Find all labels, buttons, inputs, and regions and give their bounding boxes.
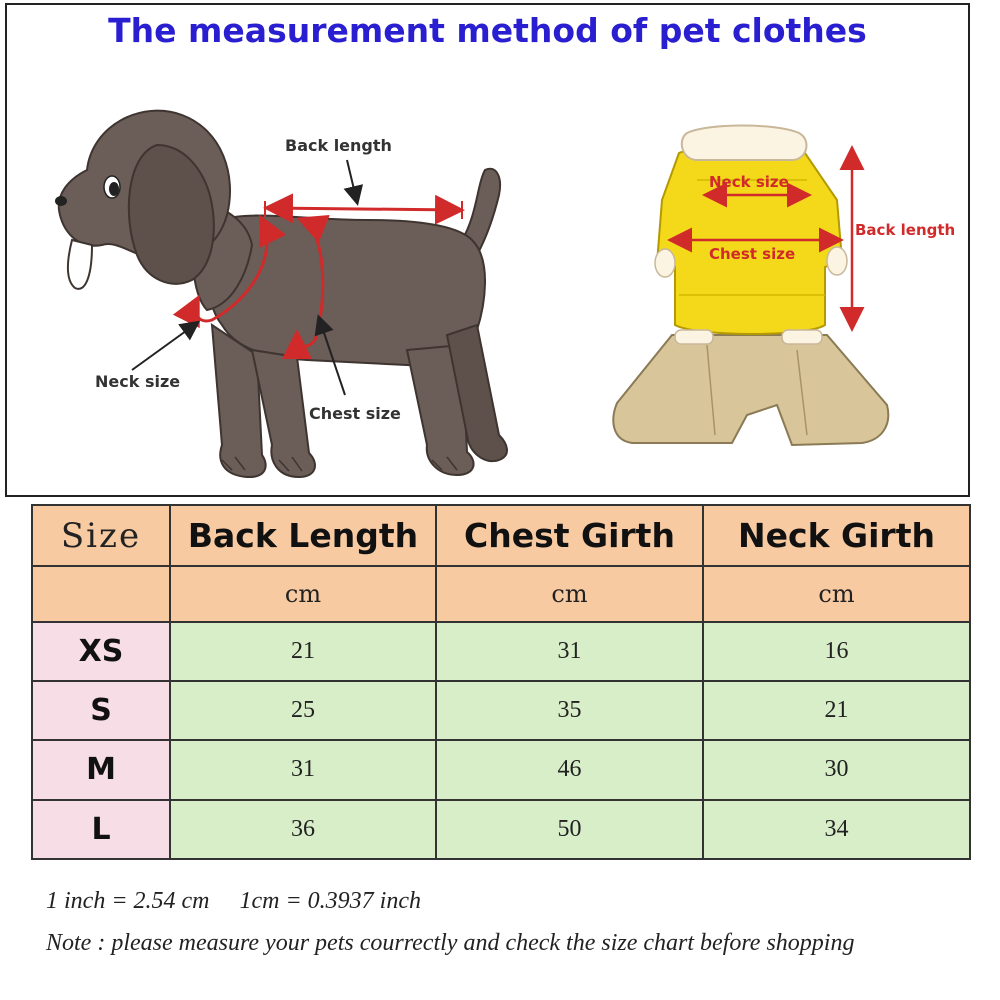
unit-neck-girth: cm [703,566,970,621]
unit-back-length: cm [170,566,436,621]
dog-neck-size-label: Neck size [95,372,181,391]
size-label: S [32,681,170,740]
neck-girth-value: 30 [703,740,970,799]
illustration-title: The measurement method of pet clothes [108,11,867,50]
size-chart-table [31,504,971,860]
header-back-length: Back Length [170,505,436,566]
size-label: L [32,800,170,859]
table-header-row [32,505,970,566]
illustration-drawing [7,5,968,495]
chest-girth-value: 31 [436,622,703,681]
back-length-value: 36 [170,800,436,859]
chest-girth-value: 35 [436,681,703,740]
table-row [32,740,970,799]
header-chest-girth: Chest Girth [436,505,703,566]
conversion-note: 1 inch = 2.54 cm 1cm = 0.3937 inch [46,888,421,914]
measurement-illustration-panel [5,3,970,497]
neck-girth-value: 34 [703,800,970,859]
table-row [32,681,970,740]
garment-chest-size-label: Chest size [709,245,796,263]
dog-back-length-label: Back length [285,136,392,155]
dog-illustration [55,111,507,477]
header-neck-girth: Neck Girth [703,505,970,566]
dog-chest-size-label: Chest size [309,404,401,423]
table-unit-row [32,566,970,621]
table-row [32,800,970,859]
unit-chest-girth: cm [436,566,703,621]
shopping-advice-note: Note : please measure your pets courrectly and check the size chart before shopping [46,930,855,956]
neck-girth-value: 21 [703,681,970,740]
size-label: XS [32,622,170,681]
unit-blank [32,566,170,621]
chest-girth-value: 46 [436,740,703,799]
neck-girth-value: 16 [703,622,970,681]
garment-neck-size-label: Neck size [709,173,789,191]
chest-girth-value: 50 [436,800,703,859]
back-length-value: 21 [170,622,436,681]
table-row [32,622,970,681]
garment-back-length-label: Back length [855,221,956,239]
size-label: M [32,740,170,799]
header-size: Size [32,505,170,566]
back-length-value: 31 [170,740,436,799]
back-length-value: 25 [170,681,436,740]
